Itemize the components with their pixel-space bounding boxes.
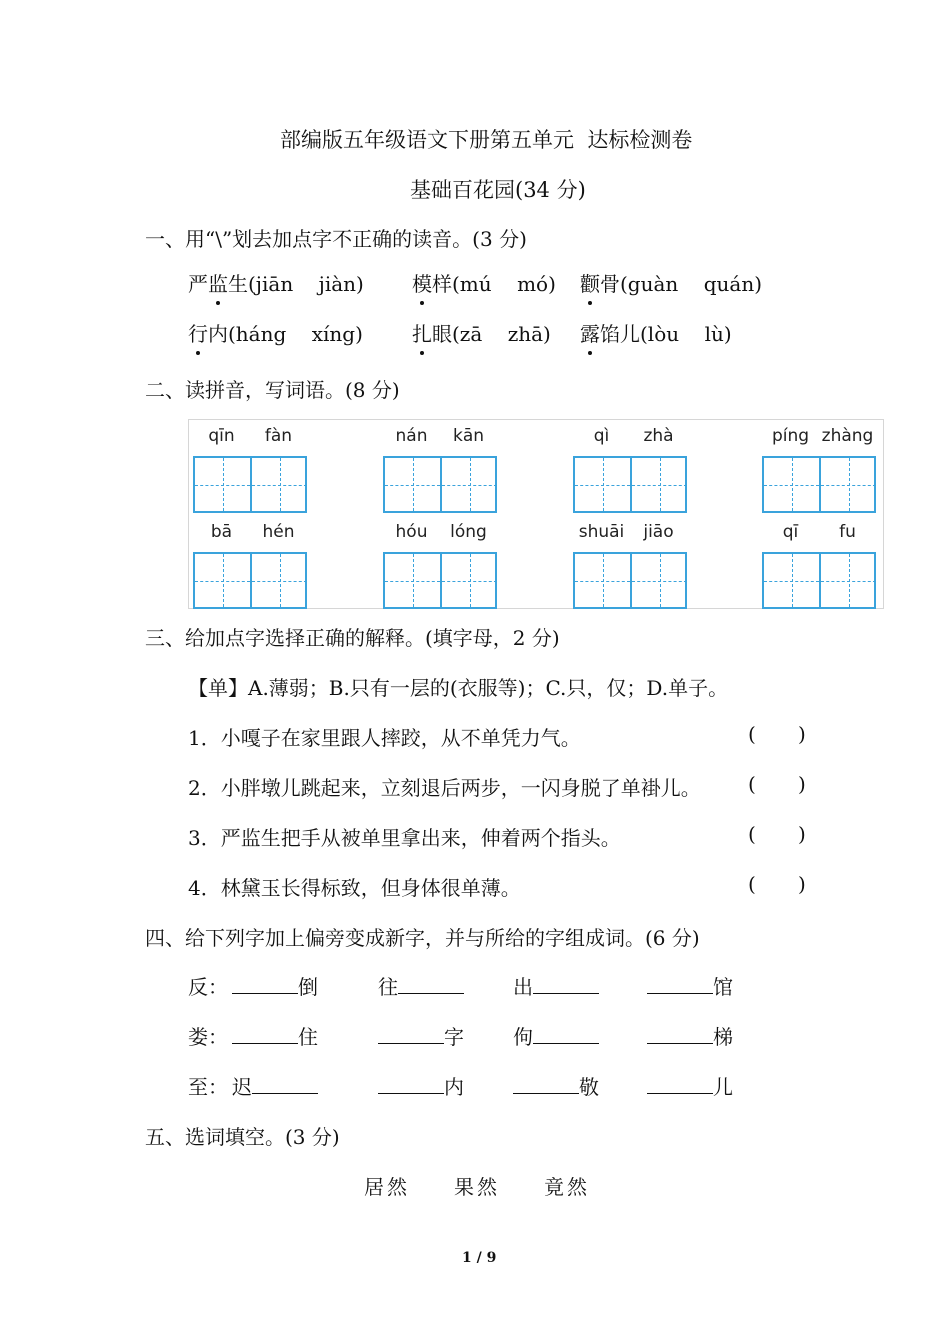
char-cell[interactable] — [195, 458, 252, 511]
q5-option: 居然 — [364, 1175, 410, 1199]
dotted-char: 扎 — [412, 318, 432, 347]
q4-row-label: 娄： — [188, 1025, 228, 1049]
dotted-char: 颧 — [580, 268, 600, 297]
fill-blank[interactable] — [647, 1075, 713, 1094]
char-cell[interactable] — [575, 554, 632, 607]
answer-paren-open: ( — [748, 822, 756, 846]
fill-blank[interactable] — [398, 975, 464, 994]
q5-option: 竟然 — [544, 1175, 590, 1199]
dotted-char: 监 — [208, 268, 228, 297]
q4-item[interactable]: 内 — [378, 1071, 464, 1100]
q3-sentence-2: 2．小胖墩儿跳起来，立刻退后两步，一闪身脱了单褂儿。 — [188, 776, 701, 800]
char-cell[interactable] — [195, 554, 252, 607]
fill-blank[interactable] — [378, 1025, 444, 1044]
answer-paren-close[interactable]: ) — [798, 822, 806, 846]
q4-item[interactable]: 住 — [232, 1021, 318, 1050]
fill-blank[interactable] — [647, 1025, 713, 1044]
char-cell[interactable] — [632, 554, 687, 607]
answer-paren-close[interactable]: ) — [798, 722, 806, 746]
char-cell[interactable] — [252, 554, 307, 607]
q3-sentence-4: 4．林黛玉长得标致，但身体很单薄。 — [188, 876, 521, 900]
q4-row-label: 至： — [188, 1075, 228, 1099]
dotted-char: 模 — [412, 268, 432, 297]
char-cell[interactable] — [442, 458, 497, 511]
q1-heading: 一、用“\”划去加点字不正确的读音。(3 分) — [145, 227, 527, 251]
char-cell[interactable] — [764, 458, 821, 511]
char-cell[interactable] — [385, 554, 442, 607]
q1-item-6: 露馅儿(lòu lù) — [580, 318, 732, 347]
q3-sentence-1: 1．小嘎子在家里跟人摔跤，从不单凭力气。 — [188, 726, 581, 750]
q4-item[interactable]: 字 — [378, 1021, 464, 1050]
char-cell[interactable] — [821, 554, 876, 607]
answer-paren-open: ( — [748, 872, 756, 896]
dotted-char: 行 — [188, 318, 208, 347]
q4-item[interactable]: 佝 — [513, 1021, 599, 1050]
char-cell[interactable] — [575, 458, 632, 511]
page-number: 1 / 9 — [462, 1250, 497, 1266]
section-subtitle: 基础百花园(34 分) — [410, 178, 586, 202]
q1-item-5: 扎眼(zā zhā) — [412, 318, 551, 347]
q3-sentence-3: 3．严监生把手从被单里拿出来，伸着两个指头。 — [188, 826, 621, 850]
dotted-char: 露 — [580, 318, 600, 347]
fill-blank[interactable] — [533, 1025, 599, 1044]
answer-paren-open: ( — [748, 772, 756, 796]
fill-blank[interactable] — [232, 1025, 298, 1044]
fill-blank[interactable] — [232, 975, 298, 994]
answer-paren-open: ( — [748, 722, 756, 746]
q4-item[interactable]: 往 — [378, 971, 464, 1000]
q4-row-label: 反： — [188, 975, 228, 999]
q3-definition: 【单】A.薄弱；B.只有一层的(衣服等)；C.只，仅；D.单子。 — [188, 676, 729, 700]
q4-heading: 四、给下列字加上偏旁变成新字，并与所给的字组成词。(6 分) — [145, 926, 700, 950]
q1-item-3: 颧骨(guàn quán) — [580, 268, 762, 297]
q2-heading: 二、读拼音，写词语。(8 分) — [145, 378, 400, 402]
q5-heading: 五、选词填空。(3 分) — [145, 1125, 340, 1149]
fill-blank[interactable] — [533, 975, 599, 994]
q5-option: 果然 — [454, 1175, 500, 1199]
q3-heading: 三、给加点字选择正确的解释。(填字母，2 分) — [145, 626, 560, 650]
char-cell[interactable] — [821, 458, 876, 511]
q1-item-4: 行内(háng xíng) — [188, 318, 363, 347]
q1-item-2: 模样(mú mó) — [412, 268, 556, 297]
answer-paren-close[interactable]: ) — [798, 872, 806, 896]
q4-item[interactable]: 儿 — [647, 1071, 733, 1100]
char-cell[interactable] — [385, 458, 442, 511]
char-cell[interactable] — [632, 458, 687, 511]
char-cell[interactable] — [252, 458, 307, 511]
fill-blank[interactable] — [513, 1075, 579, 1094]
fill-blank[interactable] — [378, 1075, 444, 1094]
q4-item[interactable]: 出 — [513, 971, 599, 1000]
char-cell[interactable] — [442, 554, 497, 607]
fill-blank[interactable] — [647, 975, 713, 994]
q4-item[interactable]: 敬 — [513, 1071, 599, 1100]
q4-item[interactable]: 倒 — [232, 971, 318, 1000]
q1-item-1: 严监生(jiān jiàn) — [188, 268, 364, 297]
fill-blank[interactable] — [252, 1075, 318, 1094]
pinyin-writing-grid: qīn fàn nán kān qì zhà píng zhàng bā hén hóu lóng shuāi jiāo qī fu — [188, 419, 884, 609]
q4-item[interactable]: 迟 — [232, 1071, 318, 1100]
answer-paren-close[interactable]: ) — [798, 772, 806, 796]
char-cell[interactable] — [764, 554, 821, 607]
q4-item[interactable]: 梯 — [647, 1021, 733, 1050]
page-title: 部编版五年级语文下册第五单元 达标检测卷 — [280, 128, 693, 152]
q4-item[interactable]: 馆 — [647, 971, 733, 1000]
